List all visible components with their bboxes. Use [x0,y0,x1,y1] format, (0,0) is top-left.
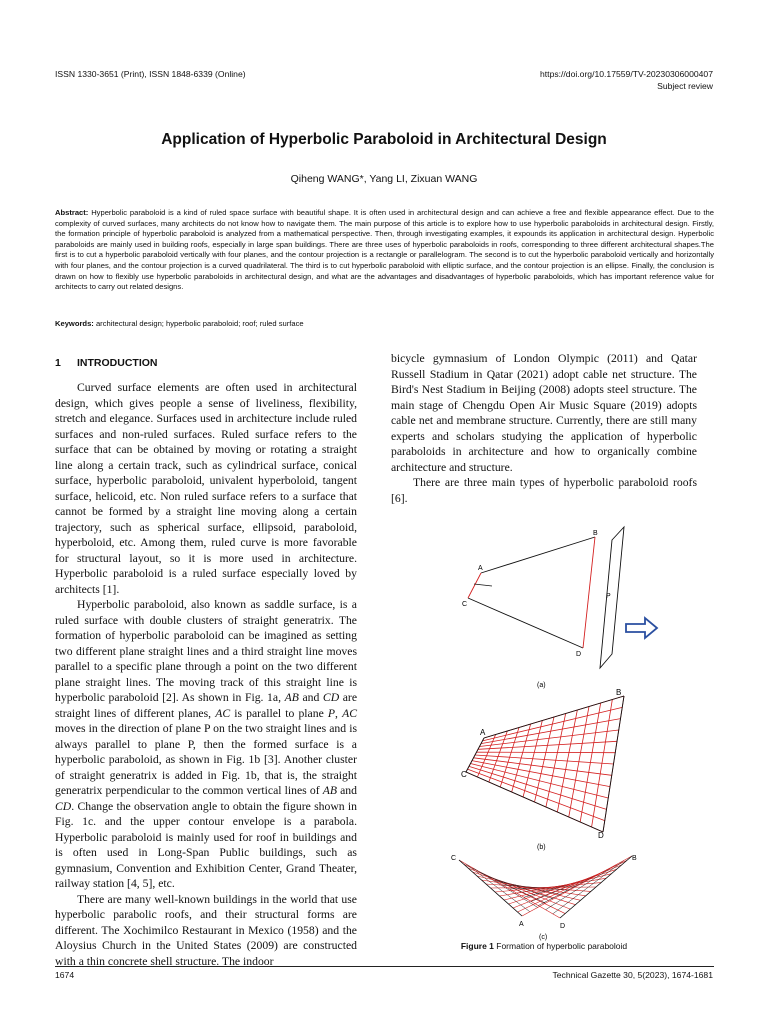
generatrix-line [546,714,566,808]
abstract [55,208,714,293]
paragraph: There are many well-known buildings in the world that use hyperbolic parabolic roofs, and their structural forms are different. The Xochimilco Restaurant in Mexico (1958) and the Aloysius Church in the United States (2009) are constructed with a thin concrete shell structure. The indoor [55,892,357,968]
label-a: A [480,728,486,737]
label-d: D [576,651,582,658]
label-p: P [606,593,611,600]
keywords-label: Keywords: [55,319,94,328]
label-c: C [461,770,467,779]
keywords [55,319,714,328]
subfig-c-label: (c) [539,934,548,941]
generatrix-grid [459,856,632,918]
keywords-text: architectural design; hyperbolic paraboloid; roof; ruled surface [95,319,304,328]
section-heading [55,357,158,369]
generatrix-line [522,856,632,916]
paragraph: bicycle gymnasium of London Olympic (2011) and Qatar Russell Stadium in Qatar (2021) adopt cable net structure. The Bird's Nest Stadium in Beijing (2008) adopts steel structure. The main stage of Chengdu Open Air Music Square (2019) adopts cable net and membrane structure. Currently, there are still many experts and scholars studying the application of hyperbolic paraboloids in architecture and how to organically combine architecture and structure. [391,352,697,474]
arrow-icon [626,618,657,638]
label-a: A [519,921,524,928]
issn-header: ISSN 1330-3651 (Print), ISSN 1848-6339 (Online) [55,69,246,79]
figure-1b [461,688,624,851]
figure-1a [462,527,657,689]
subfig-b-label: (b) [537,844,546,851]
section-number: 1 [55,357,61,369]
page-number: 1674 [55,970,75,980]
generatrix-grid [466,696,624,832]
paper-title: Application of Hyperbolic Paraboloid in Architectural Design [161,131,607,148]
paragraph: Curved surface elements are often used in architectural design, which gives people a sense of liveliness, flexibility, stretch and elegance. Surfaces used in architecture include ruled surfaces and non-ruled surfaces. Ruled surface refers to the surface that can be obtained by moving or rotating a straight line along a certain track, such as cylindrical surface, conical surface, hyperbolic paraboloid, univalent hyperboloid, tangent surface, helicoid, etc. Non ruled surface refers to a surface that cannot be formed by a straight line moving along a certain trajectory, such as spherical surface, ellipsoid, paraboloid, hyperboloid, etc. Among them, ruled curve is more favorable for structural layout, so it is more used in architecture. Hyperbolic paraboloid is a ruled surface especially loved by architects [1]. [55,381,357,596]
footer-divider [55,966,714,967]
article-type: Subject review [657,81,713,91]
edge-bd [603,696,624,832]
label-c: C [462,601,468,608]
line-ab [481,537,595,573]
caption-text: Formation of hyperbolic paraboloid [496,941,628,951]
generatrix-line [468,769,605,821]
line-ac [468,573,481,598]
line-bd [583,537,595,648]
figure-1c [451,855,637,941]
label-d: D [560,923,566,930]
caption-label: Figure 1 [460,941,494,951]
doi-link[interactable]: https://doi.org/10.17559/TV-20230306000407 [540,69,713,79]
generatrix-line [518,860,627,912]
paragraph: Hyperbolic paraboloid, also known as saddle surface, is a ruled surface with double clusters of straight generatrix. The formation of hyperbolic paraboloid can be imagined as setting two different plane straight lines and a third straight line moves parallel to a specific plane through a point on the two different plane straight lines. The moving track of this straight line is hyperbolic paraboloid [2]. As shown in Fig. 1a, AB and CD are straight lines of different planes, AC is parallel to plane P, AC moves in the direction of plane P on the two straight lines and is always parallel to plane P, then the formed surface is a hyperbolic paraboloid, as shown in Fig. 1b [3]. Another cluster of straight generatrix is added in Fig. 1b, that is, the straight generatrix perpendicular to the common vertical lines of AB and CD. Change the observation angle to obtain the figure shown in Fig. 1c. and the upper contour envelope is a parabola. Hyperbolic paraboloid is mainly used for roof in buildings and is often used in Long-Span Public buildings, such as gymnasium, Convention and Exhibition Center, Grand Theater, railway station [4, 5], etc. [55,598,358,890]
section-title: INTRODUCTION [77,357,158,369]
line-cd [468,598,583,648]
abstract-text: Hyperbolic paraboloid is a kind of ruled space surface with beautiful shape. It is often used in architectural design and can achieve a free and flexible appearance effect. Due to the complexity of curved surfaces, many architects do not know how to navigate them. The main purpose of this article is to explore how to use hyperbolic paraboloids in architectural design. Firstly, the formation principle of hyperbolic paraboloid is analyzed from a mathematical perspective. Then, through investigating examples, it expounds its application in architectural design. Hyperbolic paraboloids are mainly used in building roofs, especially in large span buildings. There are three uses of hyperbolic paraboloids in roofs, corresponding to three different architectural shapes.The first is to cut a hyperbolic paraboloid vertically with four planes, and the contour projection is a rectangle or parallelogram. The second is to cut the hyperbolic paraboloid vertically and horizontally with four planes, and the contour projection is a curved quadrilateral. The third is to cut hyperbolic paraboloid with elliptic surface, and the contour projection is an ellipse. Finally, the conclusion is drawn on how to flexibly use hyperbolic paraboloids in architectural design, and what are the advantages and disadvantages of hyperbolic paraboloids, which has important reference value for architects to carry out related designs. [55,208,714,292]
right-column [391,351,697,506]
label-b: B [616,688,622,697]
label-a: A [478,565,483,572]
direction-tick [474,584,492,586]
left-column [55,380,357,969]
label-d: D [598,831,604,840]
authors: Qiheng WANG*, Yang LI, Zixuan WANG [290,173,478,185]
plane-p [600,527,624,668]
label-c: C [451,855,457,862]
journal-citation: Technical Gazette 30, 5(2023), 1674-1681 [552,970,713,980]
figure-caption [391,941,697,951]
figure-1 [443,524,663,954]
subfig-a-label: (a) [537,682,546,689]
abstract-label: Abstract: [55,208,89,217]
paragraph: There are three main types of hyperbolic paraboloid roofs [6]. [391,476,697,505]
label-b: B [593,530,598,537]
edge-ac [466,738,484,772]
label-b: B [632,855,637,862]
